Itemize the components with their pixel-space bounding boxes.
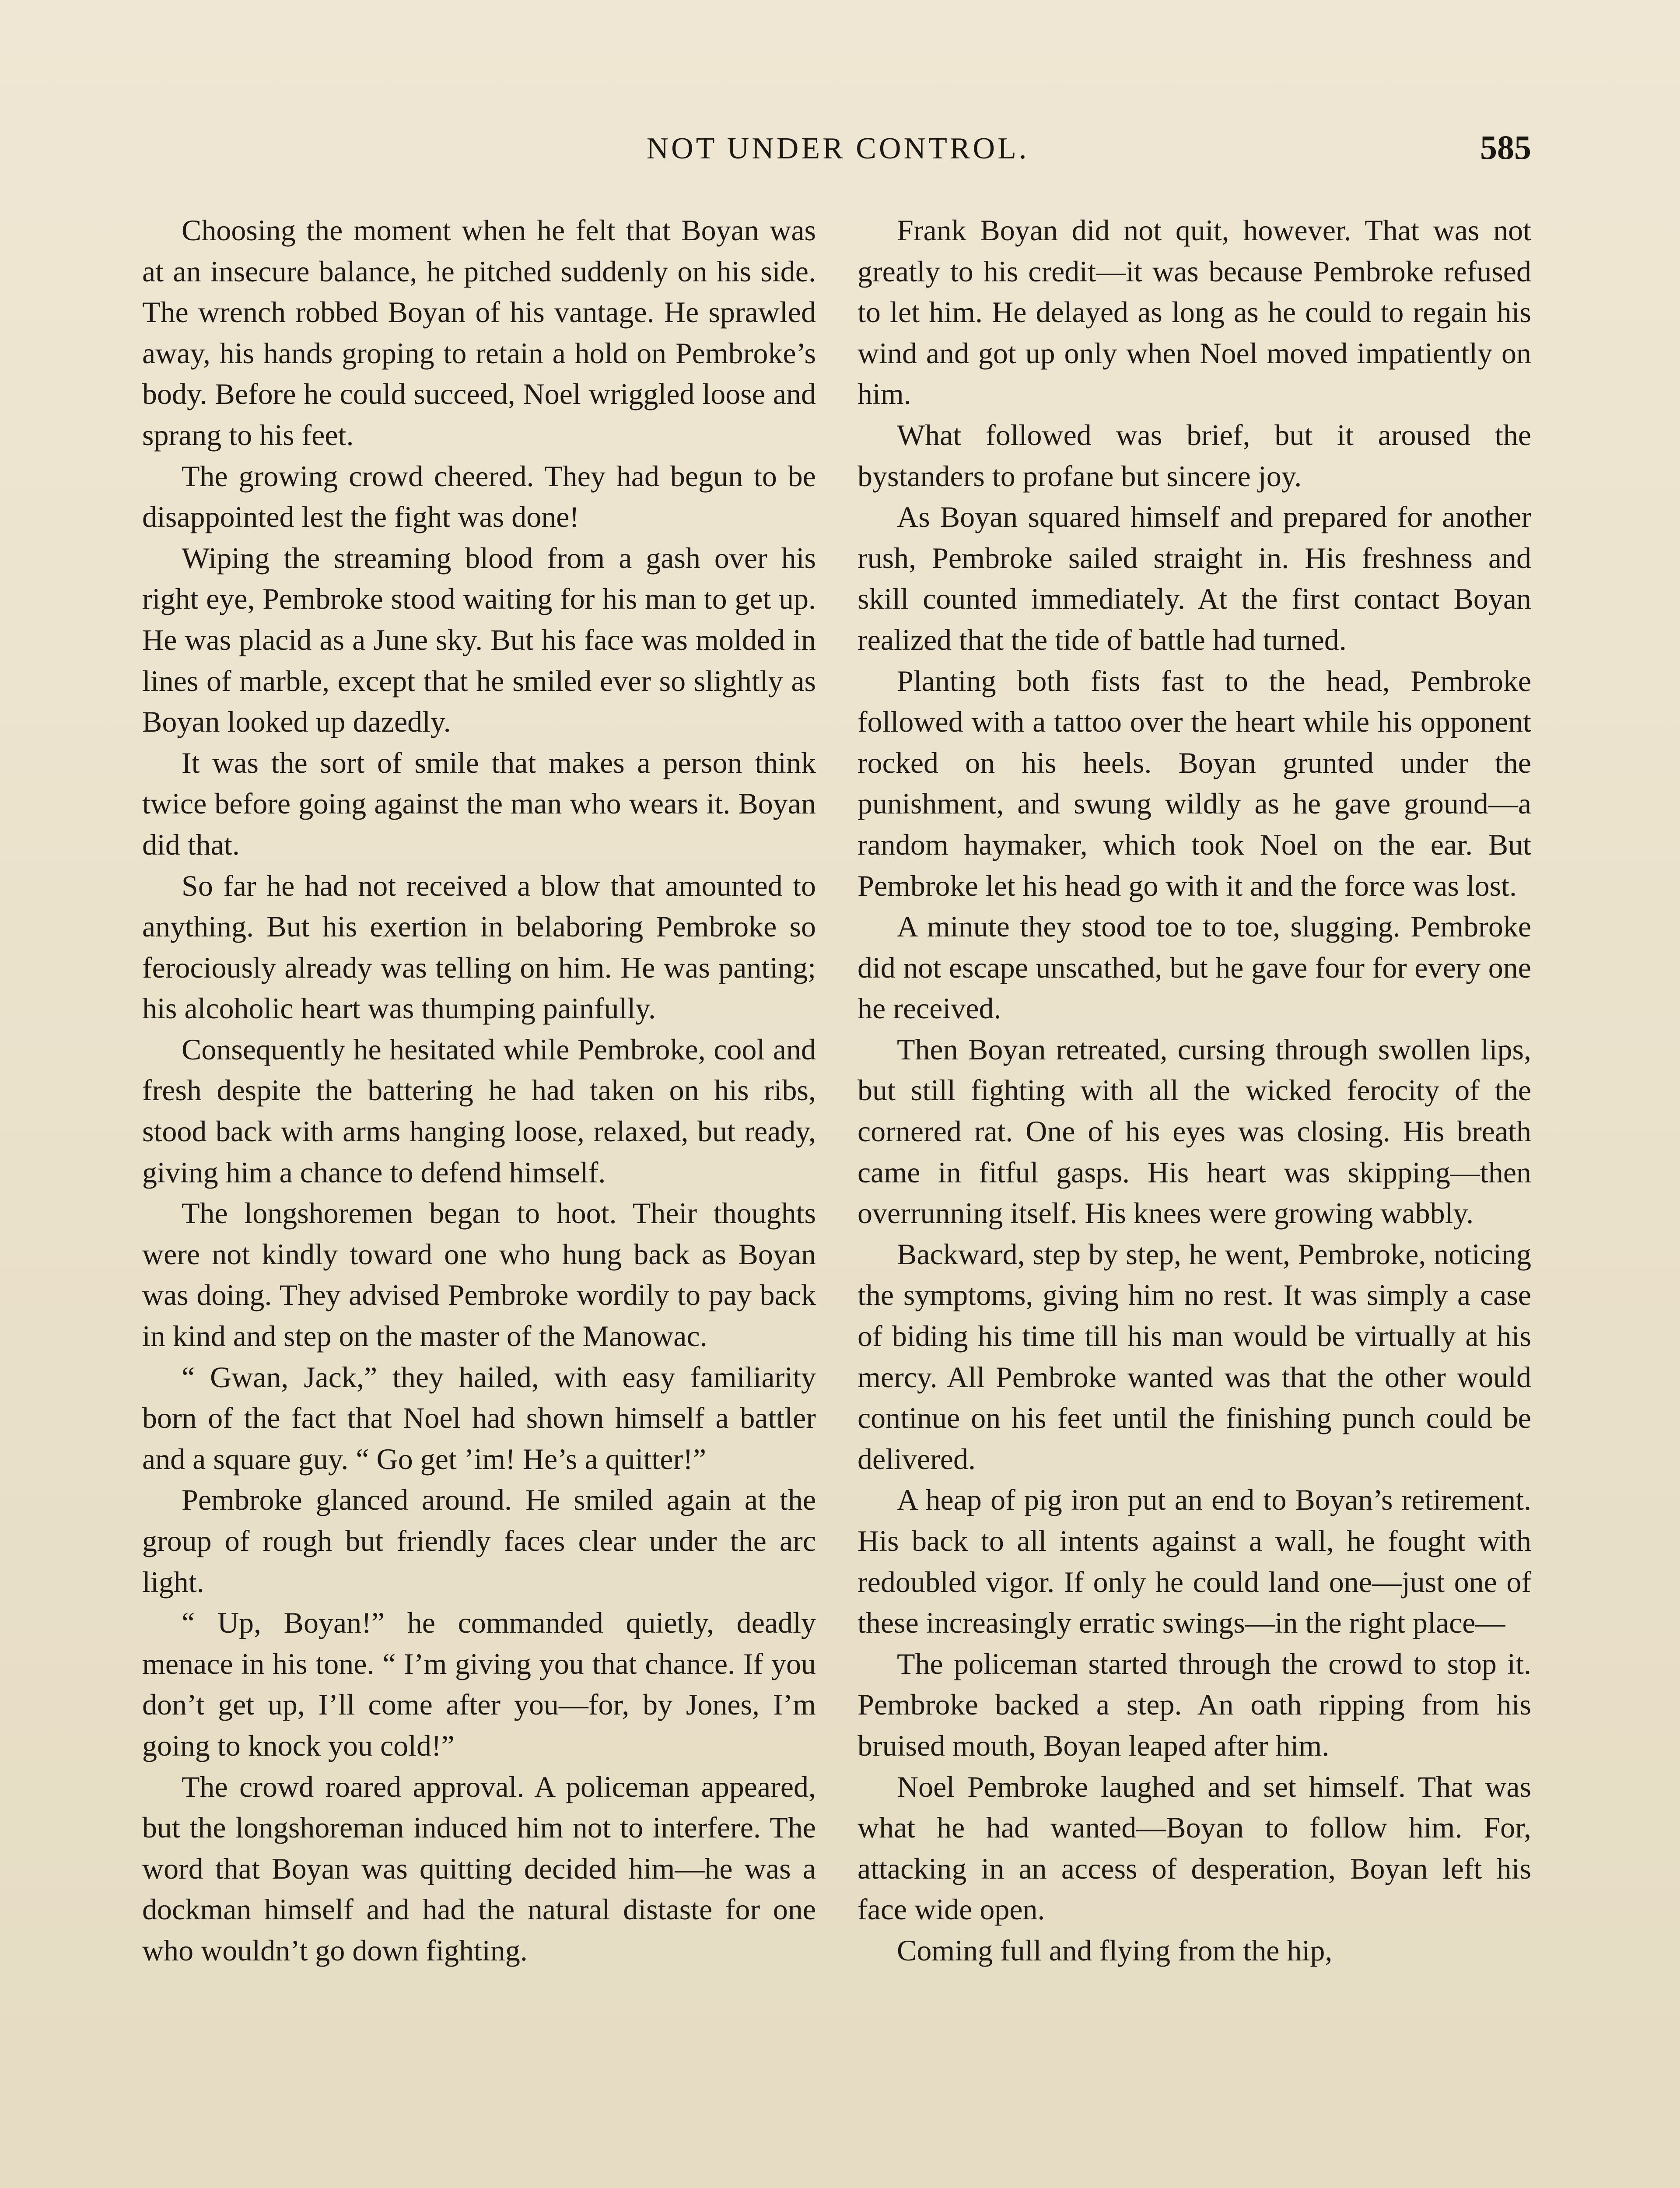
paragraph: The policeman started through the crowd to stop it. Pembroke backed a step. An oath ripping from his bruised mouth, Boyan leaped after him.	[858, 1647, 1531, 1762]
paragraph: A minute they stood toe to toe, slugging. Pembroke did not escape unscathed, but he gave four for every one he received.	[858, 910, 1531, 1025]
page-header	[144, 128, 1531, 179]
paragraph: It was the sort of smile that makes a person think twice before going against the man who wears it. Boyan did that.	[142, 746, 816, 861]
paragraph: So far he had not received a blow that amounted to anything. But his exertion in belaboring Pembroke so ferociously already was telling on him. He was panting; his alcoholic heart was thumping painfully.	[142, 869, 816, 1025]
paragraph: The growing crowd cheered. They had begun to be disappointed lest the fight was done!	[142, 459, 816, 534]
paragraph: Frank Boyan did not quit, however. That was not greatly to his credit—it was because Pembroke refused to let him. He delayed as long as he could to regain his wind and got up only when Noel moved impatiently on him.	[858, 214, 1531, 411]
paragraph: Noel Pembroke laughed and set himself. That was what he had wanted—Boyan to follow him. For, attacking in an access of desperation, Boyan left his face wide open.	[858, 1770, 1531, 1926]
paragraph: Planting both fists fast to the head, Pembroke followed with a tattoo over the heart while his opponent rocked on his heels. Boyan grunted under the punishment, and swung wildly as he gave ground—a random haymaker, which took Noel on the ear. But Pembroke let his head go with it and the force was lost.	[858, 664, 1531, 902]
paragraph: Backward, step by step, he went, Pembroke, noticing the symptoms, giving him no rest. It was simply a case of biding his time till his man would be virtually at his mercy. All Pembroke wanted was that the other would continue on his feet until the finishing punch could be delivered.	[858, 1237, 1531, 1476]
paragraph: Coming full and flying from the hip,	[897, 1933, 1333, 1967]
paragraph: “ Gwan, Jack,” they hailed, with easy familiarity born of the fact that Noel had shown himself a battler and a square guy. “ Go get ’im! He’s a quitter!”	[142, 1360, 816, 1476]
paragraph: “ Up, Boyan!” he commanded quietly, deadly menace in his tone. “ I’m giving you that chance. If you don’t get up, I’ll come after you—for, by Jones, I’m going to knock you cold!”	[142, 1606, 816, 1762]
paragraph: Wiping the streaming blood from a gash over his right eye, Pembroke stood waiting for his man to get up. He was placid as a June sky. But his face was molded in lines of marble, except that he smiled ever so slightly as Boyan looked up dazedly.	[142, 541, 816, 739]
paragraph: Choosing the moment when he felt that Boyan was at an insecure balance, he pitched suddenly on his side. The wrench robbed Boyan of his vantage. He sprawled away, his hands groping to retain a hold on Pembroke’s body. Before he could succeed, Noel wriggled loose and sprang to his feet.	[142, 214, 816, 452]
running-title: NOT UNDER CONTROL.	[646, 132, 1029, 165]
right-column	[858, 210, 1531, 1971]
paragraph: A heap of pig iron put an end to Boyan’s retirement. His back to all intents against a wall, he fought with redoubled vigor. If only he could land one—just one of these increasingly erratic swings—in the right place—	[858, 1483, 1531, 1640]
paragraph: The crowd roared approval. A policeman appeared, but the longshoreman induced him not to interfere. The word that Boyan was quitting decided him—he was a dockman himself and had the natural distaste for one who wouldn’t go down fighting.	[142, 1770, 816, 1967]
left-column	[142, 210, 816, 1971]
paragraph: Consequently he hesitated while Pembroke, cool and fresh despite the battering he had taken on his ribs, stood back with arms hanging loose, relaxed, but ready, giving him a chance to defend himself.	[142, 1032, 816, 1189]
paragraph: What followed was brief, but it aroused the bystanders to profane but sincere joy.	[858, 418, 1531, 493]
paragraph: As Boyan squared himself and prepared for another rush, Pembroke sailed straight in. His freshness and skill counted immediately. At the first contact Boyan realized that the tide of battle had turned.	[858, 500, 1531, 656]
paragraph: The longshoremen began to hoot. Their thoughts were not kindly toward one who hung back as Boyan was doing. They advised Pembroke wordily to pay back in kind and step on the master of the Manowac.	[142, 1196, 816, 1353]
paragraph: Pembroke glanced around. He smiled again at the group of rough but friendly faces clear under the arc light.	[142, 1483, 816, 1599]
page-number: 585	[1480, 128, 1531, 166]
paragraph: Then Boyan retreated, cursing through swollen lips, but still fighting with all the wicked ferocity of the cornered rat. One of his eyes was closing. His breath came in fitful gasps. His heart was skipping—then overrunning itself. His knees were growing wabbly.	[858, 1032, 1531, 1230]
